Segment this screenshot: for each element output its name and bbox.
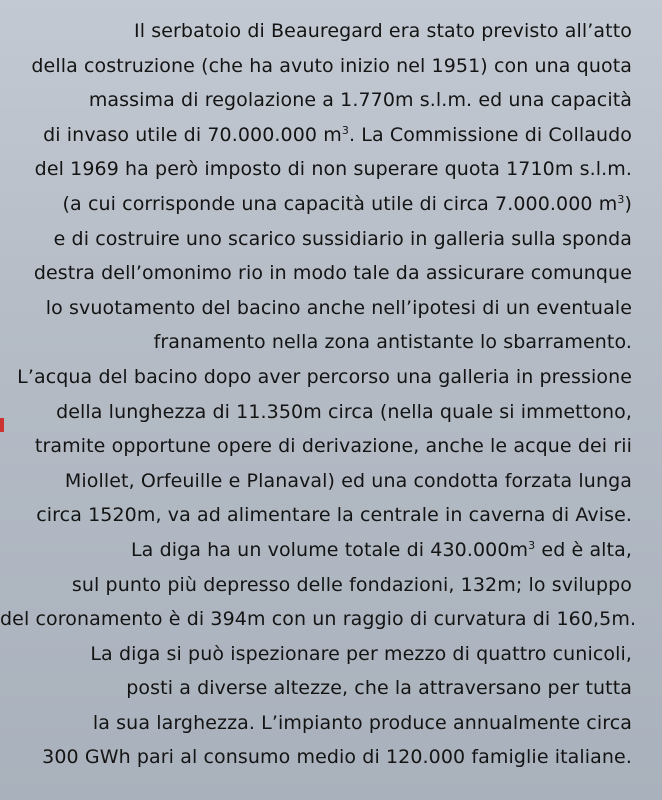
text-line-5 — [0, 152, 632, 187]
text-line-18-content: del coronamento è di 394m con un raggio di curvatura di 160,5m. — [0, 608, 637, 631]
text-line-16-tail: ed è alta, — [535, 538, 632, 561]
text-line-16 — [0, 533, 632, 568]
text-line-1 — [0, 14, 632, 49]
text-line-8-content: destra dell’omonimo rio in modo tale da assicurare comunque — [33, 262, 632, 285]
text-line-6-tail: ) — [624, 192, 632, 215]
text-line-2-content: della costruzione (che ha avuto inizio nel 1951) con una quota — [31, 54, 632, 77]
text-line-3 — [0, 83, 632, 118]
text-line-13 — [0, 429, 632, 464]
text-line-2 — [0, 49, 632, 84]
text-line-14 — [0, 464, 632, 499]
text-line-5-content: del 1969 ha però imposto di non superare quota 1710m s.l.m. — [34, 158, 632, 181]
text-line-1-content: Il serbatoio di Beauregard era stato previsto all’atto — [134, 20, 632, 42]
text-line-18 — [0, 602, 637, 637]
text-line-4-tail: . La Commissione di Collaudo — [348, 123, 632, 146]
text-line-3-content: massima di regolazione a 1.770m s.l.m. ed una capacità — [88, 89, 632, 112]
text-line-17 — [0, 568, 632, 603]
text-line-14-content: Miollet, Orfeuille e Planaval) ed una condotta forzata lunga — [64, 469, 632, 492]
text-line-7 — [0, 222, 632, 257]
text-line-4 — [0, 118, 632, 153]
text-line-10-content: franamento nella zona antistante lo sbarramento. — [153, 331, 632, 354]
superscript-cubic: 3 — [341, 123, 349, 137]
text-line-7-content: e di costruire uno scarico sussidiario in galleria sulla sponda — [53, 227, 632, 250]
text-line-6 — [0, 187, 632, 222]
text-line-12 — [0, 395, 632, 430]
text-line-21 — [0, 706, 632, 741]
text-line-15-content: circa 1520m, va ad alimentare la centrale in caverna di Avise. — [36, 504, 632, 527]
text-line-4-content: di invaso utile di 70.000.000 m — [43, 123, 342, 146]
text-line-20-content: posti a diverse altezze, che la attraversano per tutta — [126, 677, 632, 700]
text-line-8 — [0, 256, 632, 291]
text-line-12-content: della lunghezza di 11.350m circa (nella quale si immettono, — [56, 400, 632, 423]
text-line-19-content: La diga si può ispezionare per mezzo di quattro cunicoli, — [90, 642, 632, 665]
text-line-9-content: lo svuotamento del bacino anche nell’ipotesi di un eventuale — [45, 296, 632, 319]
text-line-21-content: la sua larghezza. L’impianto produce annualmente circa — [92, 711, 632, 734]
text-line-19 — [0, 637, 632, 672]
text-line-16-content: La diga ha un volume totale di 430.000m — [131, 538, 529, 561]
text-line-6-content: (a cui corrisponde una capacità utile di circa 7.000.000 m — [62, 192, 618, 215]
text-line-22 — [0, 740, 632, 775]
text-line-17-content: sul punto più depresso delle fondazioni, 132m; lo sviluppo — [71, 573, 632, 596]
superscript-cubic: 3 — [528, 538, 536, 552]
text-line-13-content: tramite opportune opere di derivazione, anche le acque dei rii — [34, 435, 632, 458]
text-line-11-content: L’acqua del bacino dopo aver percorso una galleria in pressione — [17, 365, 632, 388]
text-line-9 — [0, 291, 632, 326]
text-line-22-content: 300 GWh pari al consumo medio di 120.000 famiglie italiane. — [42, 746, 632, 769]
text-line-10 — [0, 325, 632, 360]
text-line-11 — [0, 360, 632, 395]
text-line-20 — [0, 671, 632, 706]
text-line-15 — [0, 498, 632, 533]
superscript-cubic: 3 — [617, 192, 625, 206]
